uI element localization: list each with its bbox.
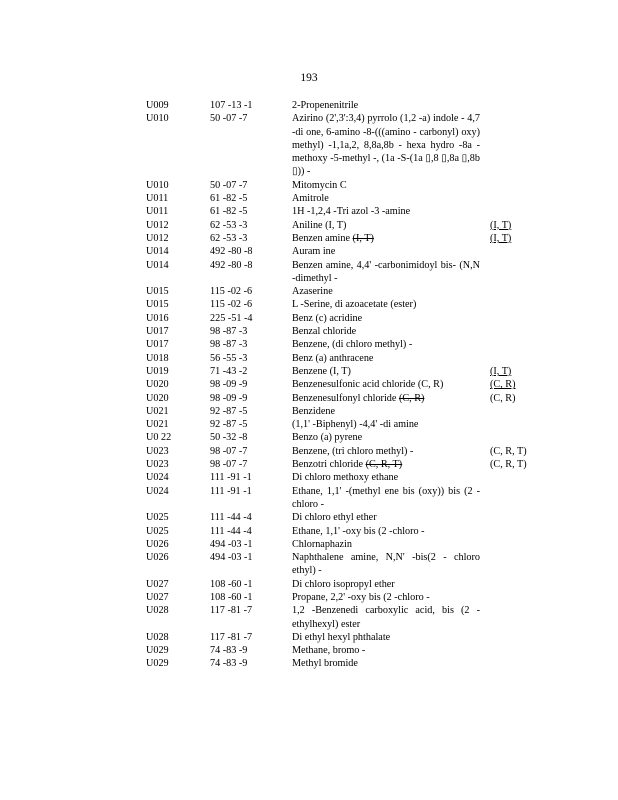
cas-number: 98 -87 -3: [210, 326, 248, 338]
substance-name: [292, 325, 480, 338]
substance-name-text: L -Serine, di azoacetate (ester): [292, 299, 417, 311]
cas-number: 111 -91 -1: [210, 485, 252, 497]
table-row: [0, 312, 618, 325]
table-row: [0, 112, 618, 178]
hazard-code: (I, T): [490, 232, 512, 244]
cas-number: 494 -03 -1: [210, 538, 253, 550]
cas-number: 50 -07 -7: [210, 179, 248, 191]
substance-name-text: Benz (a) anthracene: [292, 352, 374, 364]
substance-name: [292, 338, 480, 351]
table-row: [0, 591, 618, 604]
substance-name: [292, 365, 480, 378]
table-row: [0, 232, 618, 245]
substance-name-text: Ethane, 1,1' -oxy bis (2 -chloro -: [292, 525, 425, 537]
table-row: [0, 458, 618, 471]
substance-name-text: Amitrole: [292, 193, 329, 205]
substance-name-text: Mitomycin C: [292, 179, 347, 191]
substance-name: [292, 418, 480, 431]
substance-name: [292, 644, 480, 657]
substance-name-text: Azirino (2',3':3,4) pyrrolo (1,2 -a) indole - 4,7 -di one, 6-amino -8-(((amino - carbonyl) oxy) methyl) -1,1a,2, 8,8a,8b - hexa hydro -8a -methoxy -5-methyl -, (1a -S-(1a ▯,8 ▯,8a ▯,8b ▯)) -: [292, 113, 480, 178]
substance-name-text: Ethane, 1,1' -(methyl ene bis (oxy)) bis (2 - chloro -: [292, 485, 480, 510]
substance-name: [292, 578, 480, 591]
substance-name-text: Propane, 2,2' -oxy bis (2 -chloro -: [292, 591, 430, 603]
waste-code: U024: [146, 472, 169, 484]
substance-name-text: Methyl bromide: [292, 658, 358, 670]
substance-name: [292, 657, 480, 670]
waste-code: U025: [146, 525, 169, 537]
cas-number: 111 -44 -4: [210, 525, 252, 537]
struck-hazard-code: (I, T): [352, 232, 374, 244]
hazard-code: (I, T): [490, 219, 512, 231]
table-row: [0, 604, 618, 631]
table-row: [0, 471, 618, 484]
cas-number: 115 -02 -6: [210, 286, 253, 298]
waste-code: U023: [146, 445, 169, 457]
table-row: [0, 365, 618, 378]
substance-name-text: Di chloro methoxy ethane: [292, 472, 399, 484]
waste-code: U026: [146, 552, 169, 564]
substance-name: [292, 431, 480, 444]
substance-name: [292, 392, 480, 405]
cas-number: 115 -02 -6: [210, 299, 253, 311]
table-row: [0, 325, 618, 338]
waste-code: U027: [146, 591, 169, 603]
substance-name: [292, 99, 480, 112]
substance-name-text: Azaserine: [292, 286, 333, 298]
waste-code: U017: [146, 339, 169, 351]
waste-code: U014: [146, 246, 169, 258]
waste-code: U029: [146, 645, 169, 657]
waste-code: U009: [146, 100, 169, 111]
table-row: [0, 538, 618, 551]
substance-name: [292, 298, 480, 311]
waste-code: U015: [146, 299, 169, 311]
waste-code: U028: [146, 605, 169, 617]
waste-code: U016: [146, 312, 169, 324]
cas-number: 111 -44 -4: [210, 512, 252, 524]
hazard-code: (I, T): [490, 365, 512, 377]
table-row: [0, 352, 618, 365]
waste-code: U011: [146, 206, 169, 218]
substance-name-text: Di chloro ethyl ether: [292, 512, 377, 524]
waste-code: U010: [146, 179, 169, 191]
table-row: [0, 445, 618, 458]
waste-code: U018: [146, 352, 169, 364]
cas-number: 74 -83 -9: [210, 645, 248, 657]
substance-name-text: Aniline (I, T): [292, 219, 347, 231]
substance-name: [292, 285, 480, 298]
substance-name-text: Benzenesulfonyl chloride: [292, 392, 397, 404]
table-row: [0, 205, 618, 218]
cas-number: 108 -60 -1: [210, 591, 253, 603]
table-row: [0, 405, 618, 418]
waste-code: U019: [146, 365, 169, 377]
substance-name-text: Di ethyl hexyl phthalate: [292, 631, 391, 643]
table-row: [0, 657, 618, 670]
substance-name: [292, 405, 480, 418]
substance-name: [292, 232, 480, 245]
substance-name-text: Benzidene: [292, 405, 335, 417]
substance-name: [292, 205, 480, 218]
substance-name: [292, 352, 480, 365]
cas-number: 98 -09 -9: [210, 392, 248, 404]
cas-number: 107 -13 -1: [210, 100, 253, 111]
table-row: [0, 99, 618, 112]
table-row: [0, 578, 618, 591]
cas-number: 92 -87 -5: [210, 405, 248, 417]
hazard-code: (C, R): [490, 379, 516, 391]
substance-name: [292, 458, 480, 471]
waste-code: U029: [146, 658, 169, 670]
substance-name-text: Naphthalene amine, N,N' -bis(2 - chloro ethyl) -: [292, 552, 480, 577]
substance-name: [292, 591, 480, 604]
table-row: [0, 298, 618, 311]
waste-code: U020: [146, 392, 169, 404]
struck-hazard-code: (C, R): [398, 392, 425, 404]
table-row: [0, 285, 618, 298]
table-row: [0, 338, 618, 351]
cas-number: 117 -81 -7: [210, 605, 253, 617]
cas-number: 92 -87 -5: [210, 419, 248, 431]
substance-name: [292, 245, 480, 258]
waste-code: U015: [146, 286, 169, 298]
substance-name-text: Benzo (a) pyrene: [292, 432, 363, 444]
cas-number: 98 -09 -9: [210, 379, 248, 391]
hazard-code: (C, R, T): [490, 459, 527, 471]
table-row: [0, 219, 618, 232]
table-row: [0, 485, 618, 512]
struck-hazard-code: (C, R, T): [365, 459, 403, 471]
table-row: [0, 245, 618, 258]
cas-number: 492 -80 -8: [210, 259, 253, 271]
table-row: [0, 431, 618, 444]
substance-name: [292, 631, 480, 644]
table-row: [0, 511, 618, 524]
cas-number: 71 -43 -2: [210, 365, 248, 377]
waste-code: U012: [146, 232, 169, 244]
substance-name-text: Benzal chloride: [292, 326, 357, 338]
waste-code: U020: [146, 379, 169, 391]
waste-code: U010: [146, 113, 169, 125]
substance-name: [292, 378, 480, 391]
substance-name-text: Chlornaphazin: [292, 538, 352, 550]
waste-code: U024: [146, 485, 169, 497]
cas-number: 494 -03 -1: [210, 552, 253, 564]
waste-code: U025: [146, 512, 169, 524]
cas-number: 225 -51 -4: [210, 312, 253, 324]
waste-code: U0 22: [146, 432, 172, 444]
cas-number: 111 -91 -1: [210, 472, 252, 484]
substance-name-text: Auram ine: [292, 246, 336, 258]
substance-name: [292, 445, 480, 458]
substance-name: [292, 192, 480, 205]
substance-name-text: Di chloro isopropyl ether: [292, 578, 395, 590]
cas-number: 108 -60 -1: [210, 578, 253, 590]
substance-name: [292, 525, 480, 538]
waste-code: U011: [146, 193, 169, 205]
cas-number: 98 -07 -7: [210, 445, 248, 457]
substance-name: [292, 485, 480, 512]
cas-number: 50 -32 -8: [210, 432, 248, 444]
substance-name-text: Benzotri chloride: [292, 459, 364, 471]
cas-number: 61 -82 -5: [210, 193, 248, 205]
table-row: [0, 551, 618, 578]
substance-name-text: Benzenesulfonic acid chloride (C, R): [292, 379, 444, 391]
waste-code: U021: [146, 405, 169, 417]
substance-name-text: 1,2 -Benzenedi carboxylic acid, bis (2 - ethylhexyl) ester: [292, 605, 480, 630]
cas-number: 50 -07 -7: [210, 113, 248, 125]
cas-number: 62 -53 -3: [210, 232, 248, 244]
waste-code: U017: [146, 326, 169, 338]
substance-name: [292, 511, 480, 524]
cas-number: 62 -53 -3: [210, 219, 248, 231]
table-row: [0, 392, 618, 405]
waste-code: U021: [146, 419, 169, 431]
substance-name: [292, 538, 480, 551]
waste-code: U023: [146, 459, 169, 471]
substance-name-text: (1,1' -Biphenyl) -4,4' -di amine: [292, 419, 419, 431]
table-row: [0, 179, 618, 192]
table-row: [0, 259, 618, 286]
substance-name-text: 2-Propenenitrile: [292, 100, 359, 111]
cas-number: 74 -83 -9: [210, 658, 248, 670]
substance-name: [292, 471, 480, 484]
substance-name-text: Benzene, (di chloro methyl) -: [292, 339, 413, 351]
substance-name-text: Benzen amine: [292, 232, 350, 244]
cas-number: 98 -87 -3: [210, 339, 248, 351]
waste-code: U027: [146, 578, 169, 590]
waste-code-table: [0, 99, 618, 671]
waste-code: U012: [146, 219, 169, 231]
substance-name-text: Benzene (I, T): [292, 365, 351, 377]
page-number: 193: [300, 72, 318, 84]
cas-number: 61 -82 -5: [210, 206, 248, 218]
table-row: [0, 631, 618, 644]
substance-name: [292, 259, 480, 286]
substance-name: [292, 179, 480, 192]
cas-number: 98 -07 -7: [210, 459, 248, 471]
table-row: [0, 192, 618, 205]
substance-name: [292, 604, 480, 631]
table-row: [0, 525, 618, 538]
substance-name: [292, 551, 480, 578]
table-row: [0, 378, 618, 391]
cas-number: 492 -80 -8: [210, 246, 253, 258]
substance-name-text: 1H -1,2,4 -Tri azol -3 -amine: [292, 206, 411, 218]
hazard-code: (C, R): [490, 392, 516, 404]
waste-code: U028: [146, 631, 169, 643]
substance-name: [292, 312, 480, 325]
substance-name-text: Benz (c) acridine: [292, 312, 363, 324]
table-row: [0, 418, 618, 431]
waste-code: U014: [146, 259, 169, 271]
cas-number: 56 -55 -3: [210, 352, 248, 364]
substance-name-text: Benzen amine, 4,4' -carbonimidoyl bis- (N,N -dimethyl -: [292, 259, 480, 284]
waste-code: U026: [146, 538, 169, 550]
table-row: [0, 644, 618, 657]
hazard-code: (C, R, T): [490, 445, 527, 457]
substance-name: [292, 219, 480, 232]
cas-number: 117 -81 -7: [210, 631, 253, 643]
substance-name-text: Methane, bromo -: [292, 645, 366, 657]
substance-name-text: Benzene, (tri chloro methyl) -: [292, 445, 414, 457]
substance-name: [292, 112, 480, 178]
